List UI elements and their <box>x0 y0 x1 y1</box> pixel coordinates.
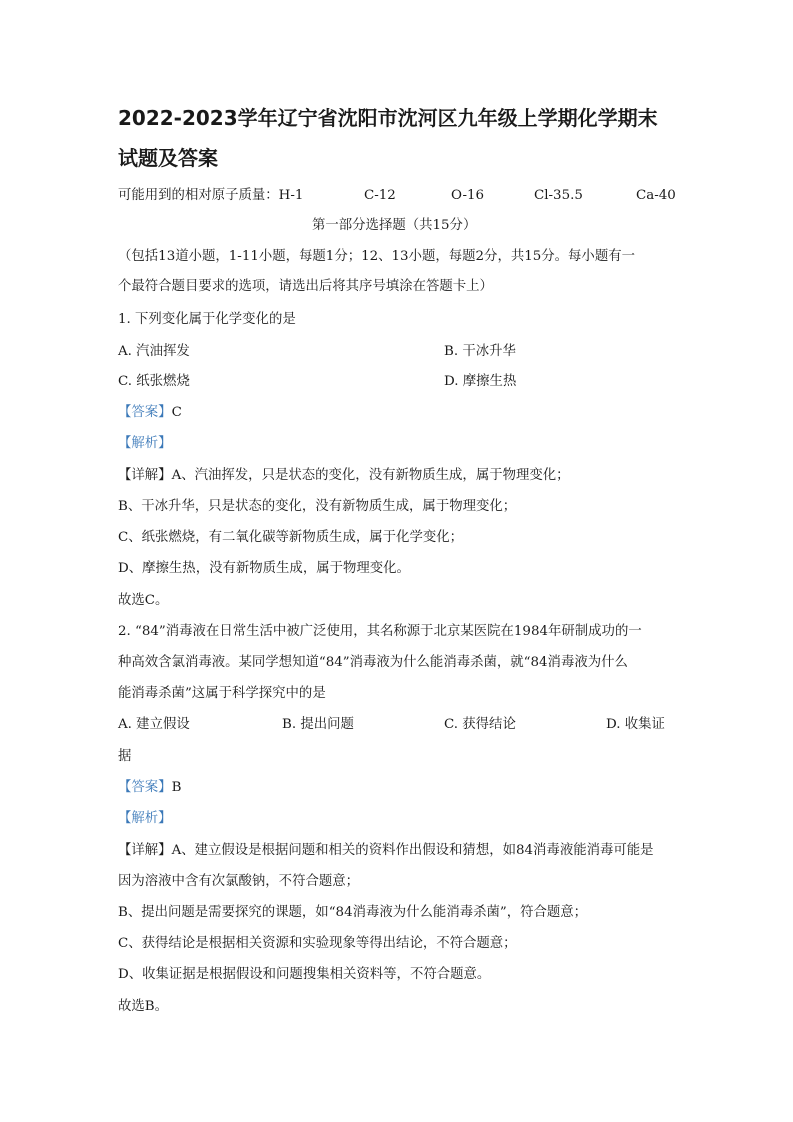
question-2-detail-a-line-1 <box>118 841 654 861</box>
detail-text: A、汽油挥发，只是状态的变化，没有新物质生成，属于物理变化； <box>171 468 570 483</box>
question-2-option-d-continued: 据 <box>118 749 132 764</box>
question-2-stem-line-2: 种高效含氯消毒液。某同学想知道“84”消毒液为什么能消毒杀菌，就“84消毒液为什么 <box>118 655 628 670</box>
question-2-detail-a-line-2: 因为溶液中含有次氯酸钠，不符合题意； <box>118 874 360 889</box>
atomic-mass-label: 可能用到的相对原子质量：H-1 <box>118 188 304 203</box>
question-2-analysis-tag: 【解析】 <box>118 811 172 826</box>
question-2-option-c: C. 获得结论 <box>444 717 516 732</box>
question-1-conclusion: 故选C。 <box>118 593 169 608</box>
document-title-line-1: 2022-2023学年辽宁省沈阳市沈河区九年级上学期化学期末 <box>118 106 658 130</box>
question-2-stem-line-1: 2. “84”消毒液在日常生活中被广泛使用，其名称源于北京某医院在1984年研制成功的一 <box>118 624 642 639</box>
question-1-option-c: C. 纸张燃烧 <box>118 374 190 389</box>
section-instructions-line-2: 个最符合题目要求的选项，请选出后将其序号填涂在答题卡上） <box>118 279 493 294</box>
detail-tag: 【详解】 <box>118 468 172 483</box>
question-1-answer <box>118 403 182 423</box>
question-2-detail-b: B、提出问题是需要探究的课题，如“84消毒液为什么能消毒杀菌”，符合题意； <box>118 905 588 920</box>
atomic-mass-cl: Cl-35.5 <box>534 188 583 203</box>
question-1-option-a: A. 汽油挥发 <box>118 344 190 359</box>
detail-text: A、建立假设是根据问题和相关的资料作出假设和猜想，如84消毒液能消毒可能是 <box>171 843 654 858</box>
question-1-detail-b: B、干冰升华，只是状态的变化，没有新物质生成，属于物理变化； <box>118 499 517 514</box>
detail-tag: 【详解】 <box>118 843 172 858</box>
question-2-option-a: A. 建立假设 <box>118 717 190 732</box>
question-2-option-d: D. 收集证 <box>606 717 665 732</box>
question-1-option-d: D. 摩擦生热 <box>444 374 517 389</box>
answer-value: B <box>171 780 182 795</box>
question-1-detail-a <box>118 466 570 486</box>
question-2-answer <box>118 778 181 798</box>
question-1-stem: 1. 下列变化属于化学变化的是 <box>118 312 296 327</box>
section-instructions-line-1: （包括13道小题，1-11小题，每题1分；12、13小题，每题2分，共15分。每小题有一 <box>118 249 635 264</box>
question-1-detail-c: C、纸张燃烧，有二氧化碳等新物质生成，属于化学变化； <box>118 530 464 545</box>
question-2-detail-c: C、获得结论是根据相关资源和实验现象等得出结论，不符合题意； <box>118 936 517 951</box>
question-1-detail-d: D、摩擦生热，没有新物质生成，属于物理变化。 <box>118 561 410 576</box>
answer-tag: 【答案】 <box>118 780 172 795</box>
question-1-option-b: B. 干冰升华 <box>444 344 516 359</box>
document-title-line-2: 试题及答案 <box>118 146 218 170</box>
answer-tag: 【答案】 <box>118 405 172 420</box>
atomic-mass-c: C-12 <box>364 188 396 203</box>
question-2-detail-d: D、收集证据是根据假设和问题搜集相关资料等，不符合题意。 <box>118 967 491 982</box>
answer-value: C <box>171 405 182 420</box>
question-1-analysis-tag: 【解析】 <box>118 436 172 451</box>
atomic-mass-ca: Ca-40 <box>636 188 676 203</box>
atomic-mass-o: O-16 <box>451 188 485 203</box>
question-2-option-b: B. 提出问题 <box>282 717 354 732</box>
section-heading: 第一部分选择题（共15分） <box>312 218 477 233</box>
question-2-conclusion: 故选B。 <box>118 999 169 1014</box>
question-2-stem-line-3: 能消毒杀菌”这属于科学探究中的是 <box>118 686 326 701</box>
